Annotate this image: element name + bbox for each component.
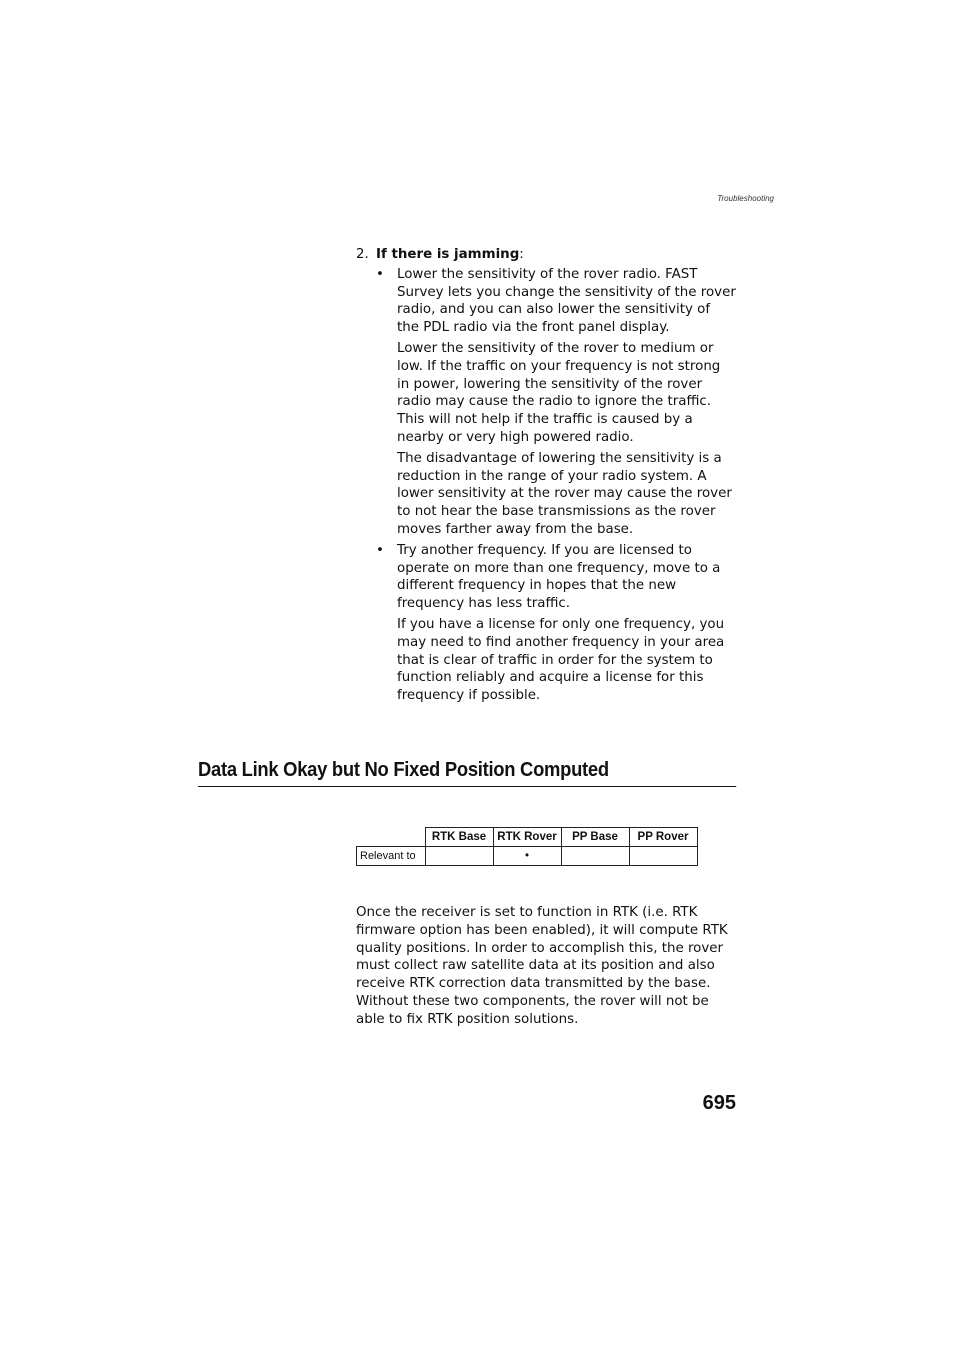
column-header-rtk-rover: RTK Rover	[493, 828, 561, 847]
bullet-paragraph: Lower the sensitivity of the rover to medium or low. If the traffic on your frequency is not strong in power, lowering the sensitivity of the rover radio may cause the radio to ignore the traffic. This will not help if the traffic is caused by a nearby or very high powered radio.	[397, 340, 721, 445]
step-lead: If there is jamming	[376, 247, 520, 262]
bullet-paragraph: If you have a license for only one frequency, you may need to find another frequency in your area that is clear of traffic in order for the system to function reliably and acquire a license for this frequency if possible.	[397, 616, 725, 704]
bullet-paragraph: Try another frequency. If you are licensed to operate on more than one frequency, move to a different frequency in hopes that the new frequency has less traffic.	[397, 542, 721, 612]
step-number: 2.	[356, 247, 369, 262]
section-title: Data Link Okay but No Fixed Position Computed	[198, 757, 736, 787]
bullet-paragraph: Lower the sensitivity of the rover radio. FAST Survey lets you change the sensitivity of the rover radio, and you can also lower the sensitivity of the PDL radio via the front panel display.	[397, 266, 736, 336]
cell-pp-base	[561, 847, 629, 866]
bullet-icon: •	[376, 542, 384, 558]
list-item	[356, 542, 736, 705]
step-jamming	[356, 246, 736, 708]
body-text	[356, 904, 736, 1029]
cell-pp-rover	[629, 847, 697, 866]
list-item	[356, 266, 736, 539]
column-header-pp-rover: PP Rover	[629, 828, 697, 847]
relevance-table	[356, 827, 698, 866]
table-row	[357, 847, 698, 866]
column-header-pp-base: PP Base	[561, 828, 629, 847]
table-header-row	[357, 828, 698, 847]
bullet-paragraph: The disadvantage of lowering the sensitivity is a reduction in the range of your radio system. A lower sensitivity at the rover may cause the rover to not hear the base transmissions as the rover moves farther away from the base.	[397, 450, 732, 537]
cell-rtk-base	[425, 847, 493, 866]
step-lead-suffix: :	[519, 247, 524, 262]
table-corner	[357, 828, 426, 847]
bullet-icon: •	[376, 266, 384, 282]
row-label: Relevant to	[357, 847, 426, 866]
step-heading	[356, 246, 736, 264]
page-number: 695	[702, 1092, 736, 1114]
running-head: Troubleshooting	[717, 194, 774, 203]
column-header-rtk-base: RTK Base	[425, 828, 493, 847]
body-paragraph: Once the receiver is set to function in RTK (i.e. RTK firmware option has been enabled), it will compute RTK quality positions. In order to accomplish this, the rover must collect raw satellite data at its position and also receive RTK correction data transmitted by the base. Without these two components, the rover will not be able to fix RTK position solutions.	[356, 905, 728, 1027]
bullet-list	[356, 266, 736, 705]
cell-rtk-rover: •	[493, 847, 561, 866]
